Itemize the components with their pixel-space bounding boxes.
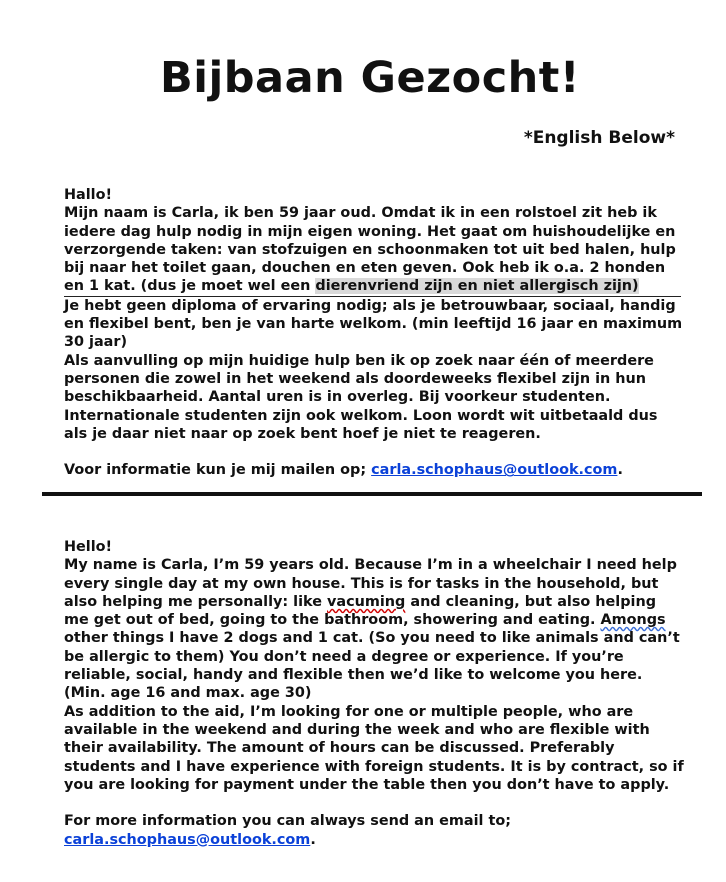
dutch-contact-prefix: Voor informatie kun je mij mailen op; (64, 462, 372, 479)
english-greeting: Hello! (64, 539, 113, 555)
dutch-greeting: Hallo! (64, 187, 113, 203)
dutch-contact (64, 461, 684, 479)
spelling-error-word[interactable]: vacuming (327, 593, 406, 610)
dutch-contact-suffix: . (617, 462, 623, 479)
dutch-email-link[interactable]: carla.schophaus@outlook.com (371, 462, 618, 479)
english-contact-line (64, 831, 684, 849)
english-section (64, 538, 684, 849)
grammar-error-word[interactable]: Amongs (600, 612, 666, 629)
english-paragraph-1-part-b: and cleaning, but also helping me get out of bed, going to the bathroom, showering and eating. (64, 593, 657, 629)
dutch-paragraph-1 (64, 204, 684, 295)
dutch-paragraph-2: Je hebt geen diploma of ervaring nodig; als je betrouwbaar, sociaal, handig en flexibel bent, ben je van harte welkom. (min leeftijd 16 jaar en maximum 30 jaar) (64, 297, 683, 351)
page-title: Bijbaan Gezocht! (160, 53, 580, 103)
english-paragraph-2: As addition to the aid, I’m looking for one or multiple people, who are available in the weekend and during the week and who are flexible with their availability. The amount of hours can be discussed. Preferably students and I have experience with foreign students. It is by contract, so if you are looking for payment under the table then you don’t have to apply. (64, 703, 684, 793)
english-email-link[interactable]: carla.schophaus@outlook.com (64, 831, 311, 848)
english-below-note: *English Below* (523, 128, 675, 148)
dutch-section (64, 186, 684, 480)
dutch-paragraph-1-text: Mijn naam is Carla, ik ben 59 jaar oud. Omdat ik in een rolstoel zit heb ik iedere dag hulp nodig in mijn eigen woning. Het gaat om huishoudelijke en verzorgende taken: van stofzuigen en schoonmaken tot uit bed halen, hulp bij naar het toilet gaan, douchen en eten geven. Ook heb ik o.a. 2 honden en 1 kat. (dus je moet wel een (64, 205, 676, 295)
dutch-paragraph-3: Als aanvulling op mijn huidige hulp ben ik op zoek naar één of meerdere personen die zowel in het weekend als doordeweeks flexibel zijn in hun beschikbaarheid. Aantal uren is in overleg. Bij voorkeur studenten. Internationale studenten zijn ook welkom. Loon wordt wit uitbetaald dus als je daar niet naar op zoek bent hoef je niet te reageren. (64, 352, 658, 442)
english-contact-text: For more information you can always send an email to; (64, 813, 511, 830)
english-paragraph-1-part-a: My name is Carla, I’m 59 years old. Because I’m in a wheelchair I need help every single day at my own house. This is for tasks in the household, but also helping me personally: like (64, 557, 677, 610)
section-divider (42, 492, 702, 496)
english-paragraph-1-part-c: other things I have 2 dogs and 1 cat. (So you need to like animals and can’t be allergic to them) You don’t need a degree or experience. If you’re reliable, social, handy and flexible then we’d like to welcome you here. (Min. age 16 and max. age 30) (64, 630, 680, 702)
english-contact-suffix: . (310, 831, 316, 848)
dutch-highlighted-text: dierenvriend zijn en niet allergisch zijn) (315, 278, 639, 295)
english-paragraph-1 (64, 556, 684, 702)
